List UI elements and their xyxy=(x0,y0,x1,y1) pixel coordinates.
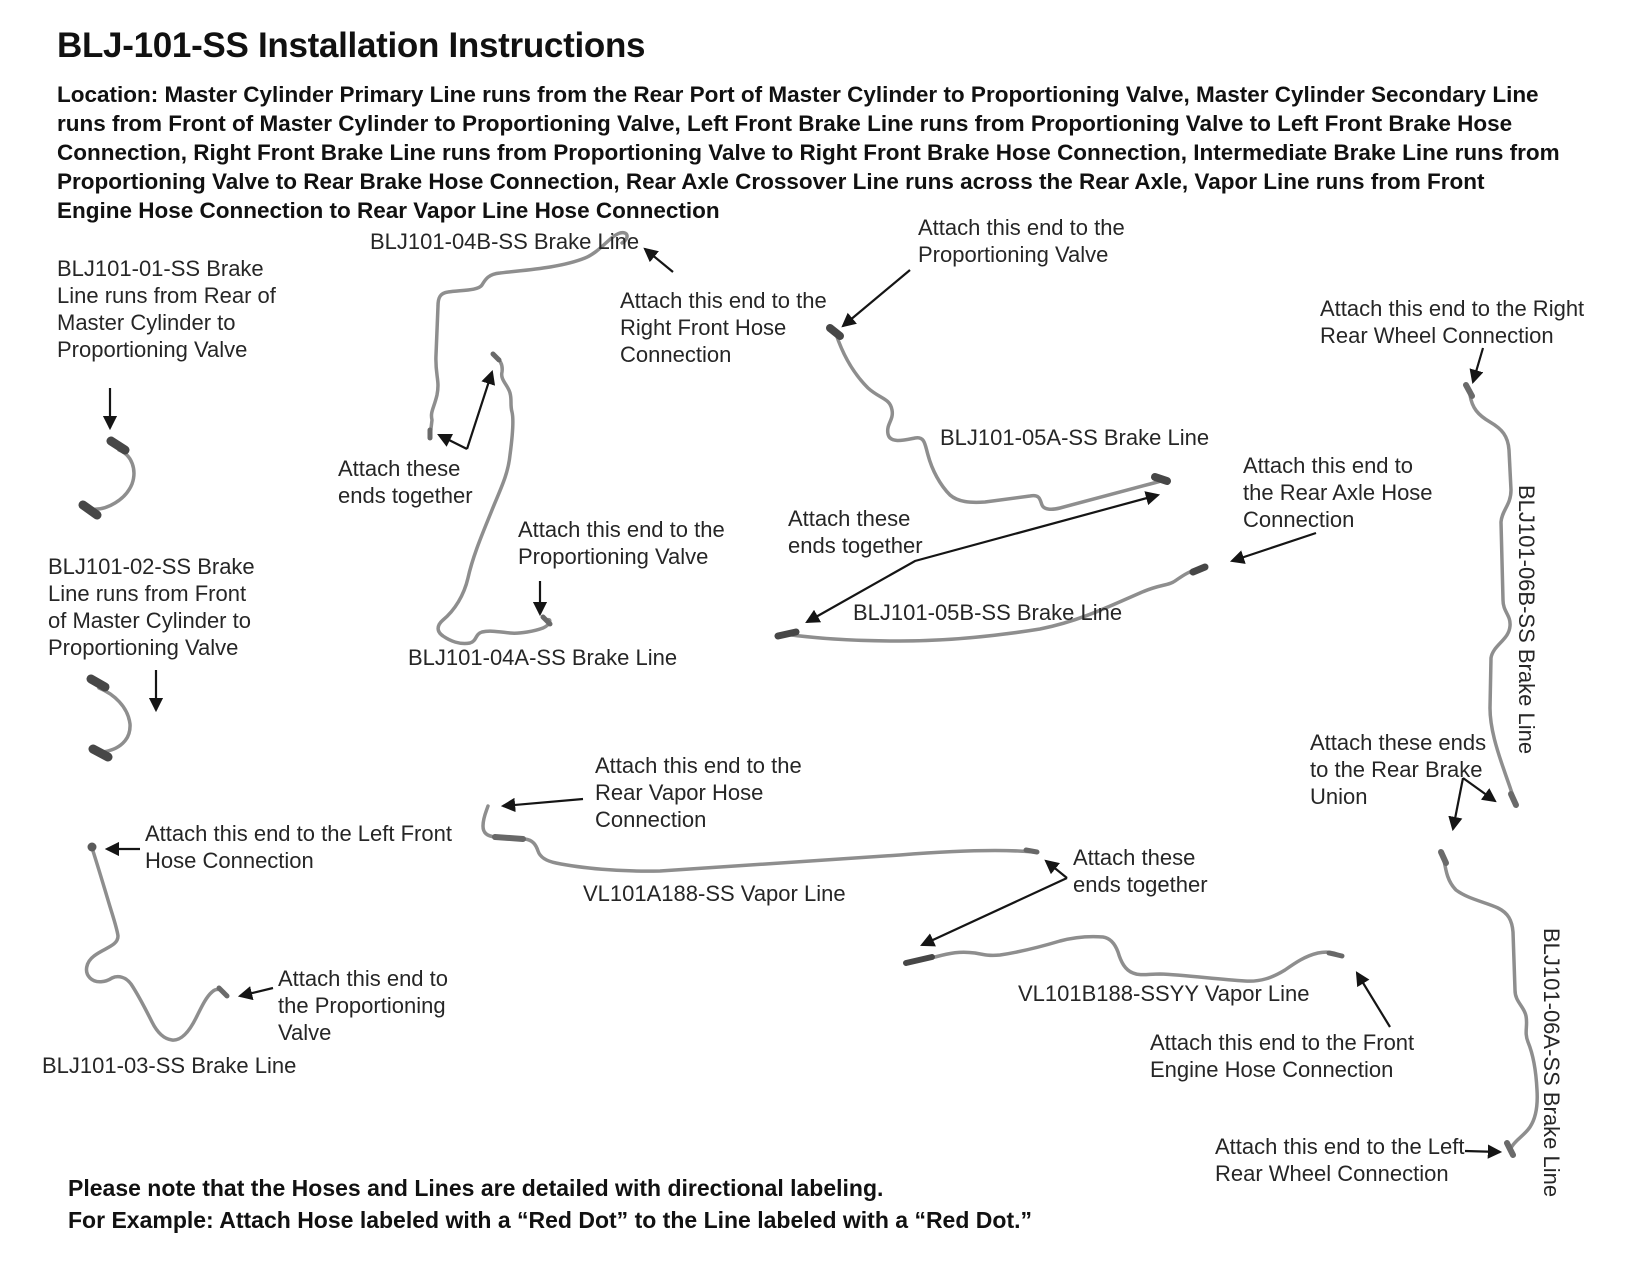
fitting xyxy=(219,988,227,996)
location-paragraph: Location: Master Cylinder Primary Line runs from the Rear Port of Master Cylinder to Proportioning Valve, Master Cylinder Secondary Line runs from Front of Master Cylinder to Proportioning Valve, Left Front Brake Line runs from Proportioning Valve to Left Front Brake Hose Connection, Right Front Brake Line runs from Proportioning Valve to Right Front Brake Hose Connection, Intermediate Brake Line runs from Proportioning Valve to Rear Brake Hose Connection, Rear Axle Crossover Line runs across the Rear Axle, Vapor Line runs from Front Engine Hose Connection to Rear Vapor Line Hose Connection xyxy=(57,82,1560,223)
arrow-right-rear-wheel xyxy=(1473,348,1483,382)
arrow-prop-valve-03 xyxy=(240,988,273,996)
label-line02-description: BLJ101-02-SS Brake Line runs from Front of Master Cylinder to Proportioning Valve xyxy=(48,554,255,660)
arrow-ends-together-04-left xyxy=(439,435,467,449)
fitting xyxy=(1511,794,1516,805)
fitting xyxy=(1329,953,1342,956)
callout-rear-brake-union: Attach these ends to the Rear Brake Union xyxy=(1310,730,1487,809)
fitting xyxy=(111,441,125,450)
arrow-prop-valve-05a xyxy=(843,270,910,326)
fitting xyxy=(906,957,932,963)
fitting xyxy=(1466,385,1472,396)
fitting xyxy=(91,679,105,687)
callout-prop-valve-03: Attach this end to the Proportioning Valve xyxy=(278,966,448,1045)
label-line06b: BLJ101-06B-SS Brake Line xyxy=(1514,485,1539,755)
fitting xyxy=(493,354,499,360)
arrow-ends-together-04-up xyxy=(467,372,492,449)
label-line03: BLJ101-03-SS Brake Line xyxy=(42,1053,297,1078)
fitting xyxy=(88,843,97,852)
label-line04b: BLJ101-04B-SS Brake Line xyxy=(370,229,640,254)
brake-line-06a-drawing xyxy=(1441,852,1537,1155)
callout-prop-valve-05a: Attach this end to the Proportioning Valve xyxy=(918,215,1125,267)
callout-rear-axle-hose: Attach this end to the Rear Axle Hose Connection xyxy=(1243,453,1433,532)
tube-path xyxy=(99,688,130,752)
fitting xyxy=(1155,477,1167,481)
brake-line-02-drawing xyxy=(91,679,130,757)
callout-rear-vapor-hose: Attach this end to the Rear Vapor Hose Connection xyxy=(595,753,802,832)
callout-ends-together-05: Attach these ends together xyxy=(788,506,923,558)
arrow-ends-together-vapor-down xyxy=(922,878,1067,945)
fitting xyxy=(1026,850,1037,852)
callout-right-front-hose: Attach this end to the Right Front Hose Connection xyxy=(620,288,827,367)
tube-path xyxy=(91,450,134,509)
tube-path xyxy=(1444,860,1537,1148)
fitting xyxy=(83,505,97,515)
fitting xyxy=(495,837,523,839)
tube-path xyxy=(87,848,224,1040)
brake-line-04b-drawing xyxy=(430,233,627,438)
arrow-right-front-hose xyxy=(645,249,673,272)
arrow-rear-vapor-hose xyxy=(503,799,583,806)
callout-left-rear-wheel: Attach this end to the Left Rear Wheel Connection xyxy=(1215,1134,1465,1186)
callout-ends-together-vapor: Attach these ends together xyxy=(1073,845,1208,897)
brake-line-01-drawing xyxy=(83,441,134,515)
footer-note-line1: Please note that the Hoses and Lines are detailed with directional labeling. xyxy=(68,1175,884,1201)
arrow-rear-axle-hose xyxy=(1232,533,1316,561)
footer-note-line2: For Example: Attach Hose labeled with a “Red Dot” to the Line labeled with a “Red Dot.” xyxy=(68,1207,1032,1233)
fitting xyxy=(1193,567,1205,572)
callout-ends-together-04: Attach these ends together xyxy=(338,456,473,508)
label-line04a: BLJ101-04A-SS Brake Line xyxy=(408,645,678,670)
label-line05b: BLJ101-05B-SS Brake Line xyxy=(853,600,1123,625)
fitting xyxy=(1441,852,1446,863)
tube-path xyxy=(910,937,1341,982)
brake-line-05a-drawing xyxy=(830,328,1167,509)
label-line01-description: BLJ101-01-SS Brake Line runs from Rear of Master Cylinder to Proportioning Valve xyxy=(57,256,276,362)
label-line06a: BLJ101-06A-SS Brake Line xyxy=(1539,928,1564,1198)
tube-path xyxy=(836,334,1163,509)
label-line05a: BLJ101-05A-SS Brake Line xyxy=(940,425,1210,450)
vapor-line-b-drawing xyxy=(906,937,1342,982)
label-vapor-a: VL101A188-SS Vapor Line xyxy=(583,881,846,906)
callout-left-front-hose: Attach this end to the Left Front Hose Connection xyxy=(145,821,452,873)
callout-front-engine-hose: Attach this end to the Front Engine Hose Connection xyxy=(1150,1030,1415,1082)
arrow-ends-together-vapor-up xyxy=(1046,861,1067,878)
tube-path xyxy=(430,233,627,437)
footer-note xyxy=(68,1172,1032,1236)
label-vapor-b: VL101B188-SSYY Vapor Line xyxy=(1018,981,1310,1006)
callout-prop-valve-04a: Attach this end to the Proportioning Valve xyxy=(518,517,725,569)
fitting xyxy=(778,632,796,636)
callout-right-rear-wheel: Attach this end to the Right Rear Wheel Connection xyxy=(1320,296,1585,348)
page-title: BLJ-101-SS Installation Instructions xyxy=(57,26,646,65)
arrow-front-engine-hose xyxy=(1357,973,1390,1027)
